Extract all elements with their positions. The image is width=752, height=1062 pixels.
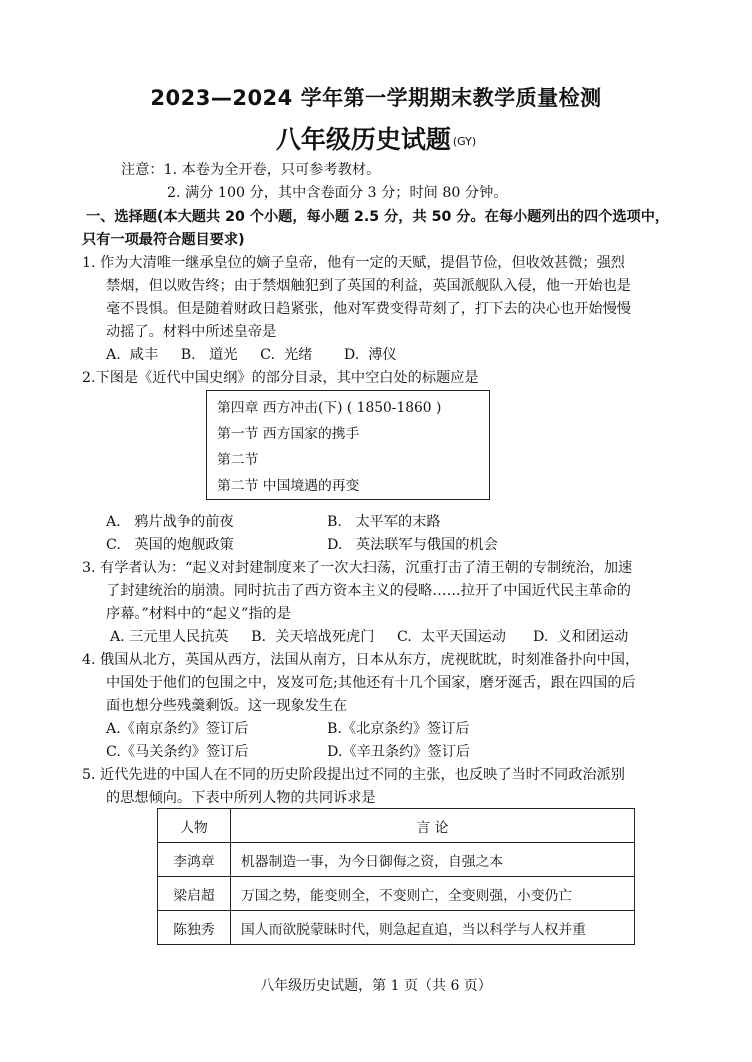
q1-line-2: 禁烟，但以败告终；由于禁烟触犯到了英国的利益，英国派舰队入侵，他一开始也是 — [106, 278, 631, 294]
q2-option-b: B. 太平军的末路 — [327, 514, 441, 530]
toc-line-section-1: 第一节 西方国家的携手 — [217, 426, 360, 442]
table-row — [158, 843, 635, 877]
q5-line-2: 的思想倾向。下表中所列人物的共同诉求是 — [106, 790, 376, 806]
notes-item-2: 2. 满分 100 分，其中含卷面分 3 分；时间 80 分钟。 — [167, 185, 508, 201]
quote-cell: 万国之势，能变则全，不变则亡，全变则强，小变仍亡 — [231, 877, 635, 911]
q4-line-3: 面也想分些残羹剩饭。这一现象发生在 — [106, 698, 348, 714]
q2-option-a: A. 鸦片战争的前夜 — [106, 514, 234, 530]
quotes-table — [157, 808, 635, 945]
header-person: 人物 — [158, 809, 231, 843]
q4-line-1: 4. 俄国从北方，英国从西方，法国从南方，日本从东方，虎视眈眈，时刻准备扑向中国， — [82, 652, 640, 668]
q1-line-3: 毫不畏惧。但是随着财政日趋紧张，他对军费变得苛刻了，打下去的决心也开始慢慢 — [106, 301, 631, 317]
q4-option-b: B.《北京条约》签订后 — [327, 721, 470, 737]
exam-title: 2023—2024 学年第一学期期末教学质量检测 — [150, 86, 602, 110]
paper-code: (GY) — [452, 135, 477, 148]
notes-line-1 — [121, 159, 380, 182]
quote-cell: 机器制造一事，为今日御侮之资，自强之本 — [231, 843, 635, 877]
q3-line-1: 3. 有学者认为：“起义对封建制度来了一次大扫荡，沉重打击了清王朝的专制统治，加速 — [82, 560, 633, 576]
q4-option-a: A.《南京条约》签订后 — [106, 721, 249, 737]
notes-prefix: 注意： — [121, 162, 164, 178]
q1-options: A. 咸丰 B. 道光 C. 光绪 D. 溥仪 — [106, 347, 397, 363]
q4-option-c: C.《马关条约》签订后 — [106, 744, 249, 760]
quote-cell: 国人而欲脱蒙昧时代，则急起直追，当以科学与人权并重 — [231, 911, 635, 945]
q2-stem: 2.下图是《近代中国史纲》的部分目录，其中空白处的标题应是 — [82, 370, 479, 386]
person-cell: 陈独秀 — [158, 911, 231, 945]
toc-line-section-2-blank: 第二节 — [217, 452, 259, 468]
q2-option-c: C. 英国的炮舰政策 — [106, 537, 234, 553]
table-row — [158, 877, 635, 911]
q3-options: A. 三元里人民抗英 B. 关天培战死虎门 C. 太平天国运动 D. 义和团运动 — [110, 629, 629, 645]
notes-item-1: 1. 本卷为全开卷，只可参考教材。 — [163, 162, 381, 178]
q3-line-2: 了封建统治的崩溃。同时抗击了西方资本主义的侵略……拉开了中国近代民主革命的 — [106, 583, 631, 599]
q1-line-4: 动摇了。材料中所述皇帝是 — [106, 324, 277, 340]
person-cell: 李鸿章 — [158, 843, 231, 877]
q3-line-3: 序幕。”材料中的“起义”指的是 — [106, 606, 291, 622]
toc-line-chapter: 第四章 西方冲击(下) ( 1850-1860 ) — [217, 400, 442, 416]
subtitle-text: 八年级历史试题 — [275, 125, 451, 154]
toc-line-section-3: 第二节 中国境遇的再变 — [217, 478, 360, 494]
table-of-contents-box — [206, 390, 490, 500]
exam-subtitle — [0, 120, 752, 156]
page-footer: 八年级历史试题，第 1 页（共 6 页） — [260, 978, 492, 994]
header-quote: 言 论 — [231, 809, 635, 843]
table-row — [158, 911, 635, 945]
q4-option-d: D.《辛丑条约》签订后 — [327, 744, 471, 760]
section-heading-line-2: 只有一项最符合题目要求) — [82, 232, 245, 248]
q4-line-2: 中国处于他们的包围之中，岌岌可危;其他还有十几个国家，磨牙涎舌，跟在四国的后 — [106, 675, 636, 691]
q2-option-d: D. 英法联军与俄国的机会 — [327, 537, 498, 553]
table-header-row — [158, 809, 635, 843]
person-cell: 梁启超 — [158, 877, 231, 911]
q1-line-1: 1. 作为大清唯一继承皇位的嫡子皇帝，他有一定的天赋，提倡节俭，但收效甚微；强烈 — [82, 255, 625, 271]
q5-line-1: 5. 近代先进的中国人在不同的历史阶段提出过不同的主张，也反映了当时不同政治派别 — [82, 767, 625, 783]
section-heading-line-1: 一、选择题(本大题共 20 个小题，每小题 2.5 分，共 50 分。在每小题列出的四个选项中， — [86, 209, 670, 225]
